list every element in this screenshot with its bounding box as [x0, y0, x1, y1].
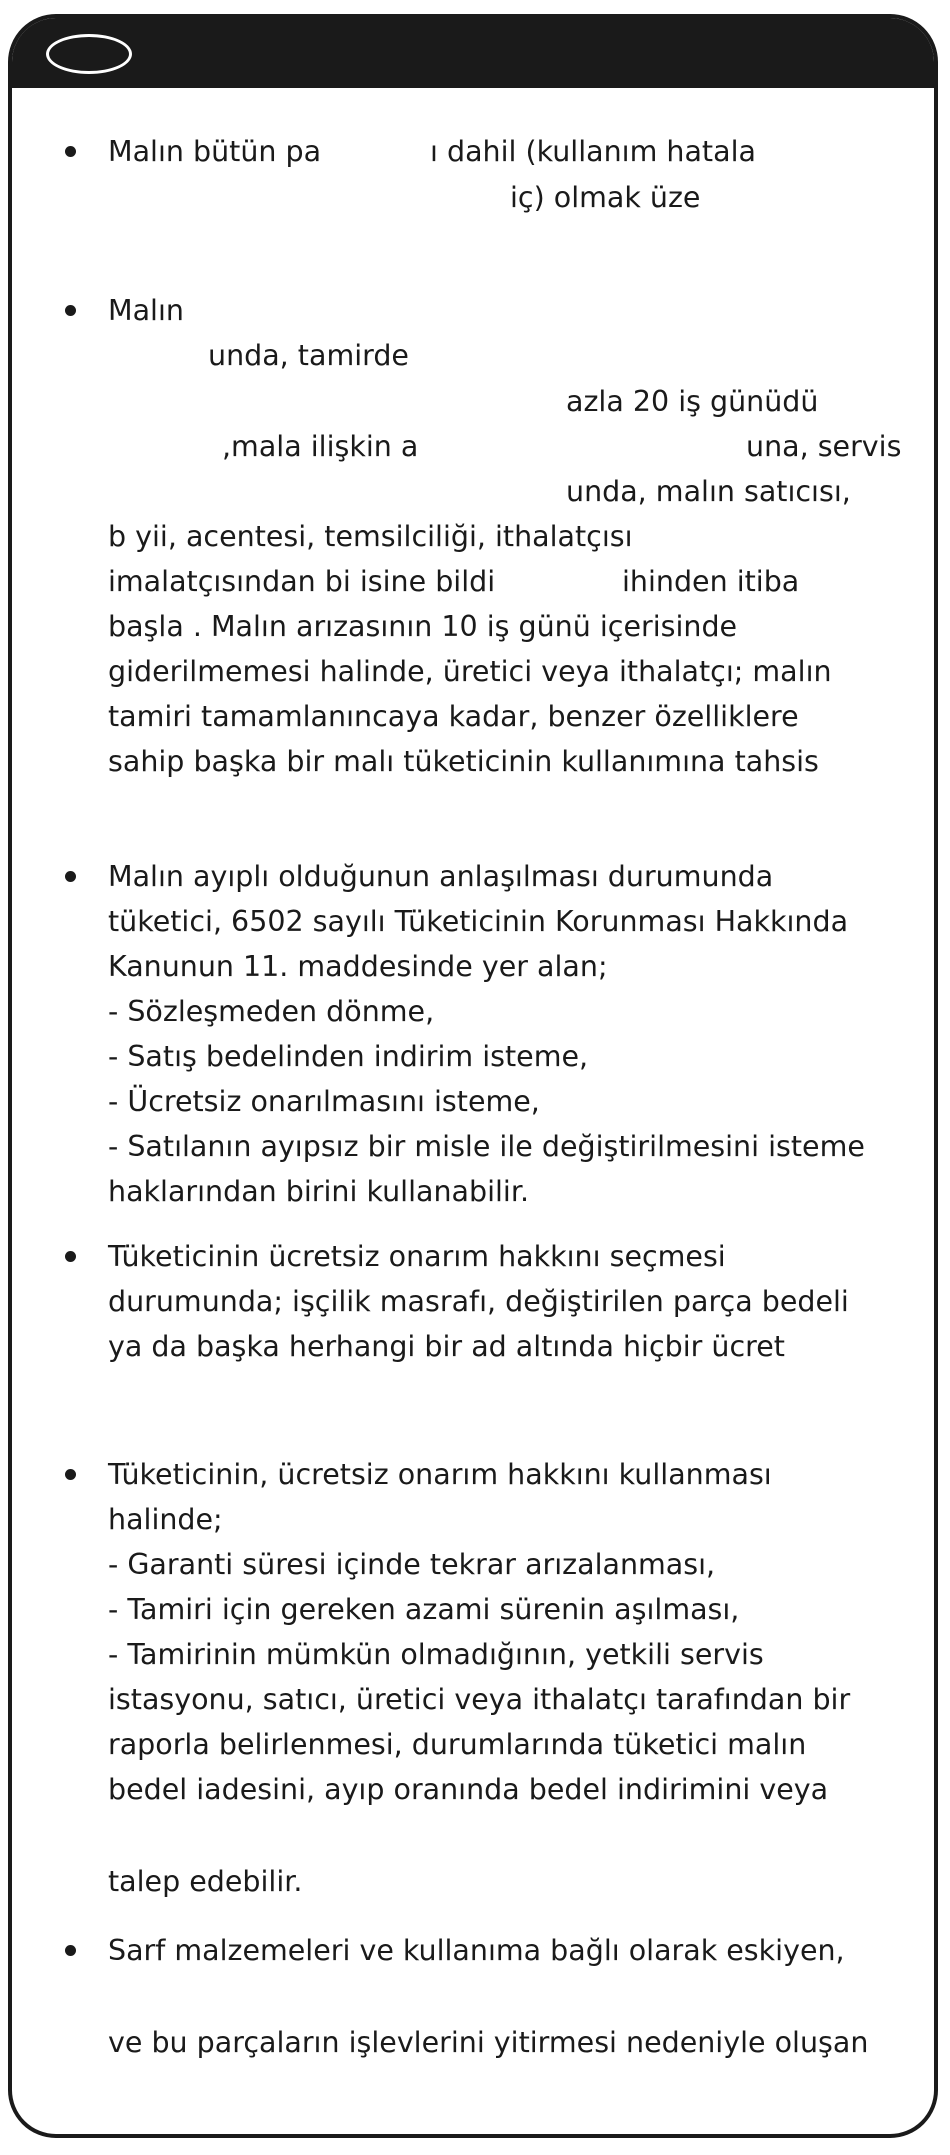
item-line: imalatçısından bi isine bildi: [108, 565, 496, 598]
item-line: durumunda; işçilik masrafı, değiştirilen parça bedeli: [108, 1285, 849, 1318]
header-badge-oval: [46, 34, 132, 74]
item-line: tamiri tamamlanıncaya kadar, benzer özelliklere: [108, 700, 799, 733]
bullet-icon: [65, 871, 76, 882]
item-line: haklarından birini kullanabilir.: [108, 1175, 530, 1208]
item-line: iç) olmak üze: [510, 181, 701, 214]
item-line: - Tamiri için gereken azami sürenin aşılması,: [108, 1593, 740, 1626]
header-bar: [12, 18, 934, 88]
warranty-card: [8, 14, 938, 2138]
item-line: Malın ayıplı olduğunun anlaşılması durumunda: [108, 860, 774, 893]
item-line: ya da başka herhangi bir ad altında hiçbir ücret: [108, 1330, 785, 1363]
item-line: unda, tamirde: [208, 339, 409, 372]
item-line: b yii, acentesi, temsilciliği, ithalatçısı: [108, 520, 633, 553]
item-line: giderilmemesi halinde, üretici veya ithalatçı; malın: [108, 655, 832, 688]
item-line: Tüketicinin ücretsiz onarım hakkını seçmesi: [108, 1240, 726, 1273]
item-line: - Tamirinin mümkün olmadığının, yetkili servis: [108, 1638, 764, 1671]
item-line: Kanunun 11. maddesinde yer alan;: [108, 950, 608, 983]
item-line: raporla belirlenmesi, durumlarında tüketici malın: [108, 1728, 807, 1761]
item-line: tüketici, 6502 sayılı Tüketicinin Korunması Hakkında: [108, 905, 849, 938]
item-line: Malın: [108, 294, 184, 327]
item-line: ı dahil (kullanım hatala: [430, 135, 756, 168]
item-line: unda, malın satıcısı,: [566, 475, 851, 508]
item-line: azla 20 iş günüdü: [566, 385, 819, 418]
item-line: Malın bütün pa: [108, 135, 322, 168]
item-line: ,mala ilişkin a: [222, 430, 419, 463]
bullet-icon: [65, 1945, 76, 1956]
item-line: talep edebilir.: [108, 1865, 303, 1898]
item-line: - Satış bedelinden indirim isteme,: [108, 1040, 589, 1073]
item-line: sahip başka bir malı tüketicinin kullanımına tahsis: [108, 745, 819, 778]
bullet-icon: [65, 1251, 76, 1262]
item-line: istasyonu, satıcı, üretici veya ithalatçı tarafından bir: [108, 1683, 851, 1716]
item-line: başla . Malın arızasının 10 iş günü içerisinde: [108, 610, 738, 643]
item-line: bedel iadesini, ayıp oranında bedel indirimini veya: [108, 1773, 829, 1806]
item-line: ve bu parçaların işlevlerini yitirmesi nedeniyle oluşan: [108, 2026, 869, 2059]
bullet-icon: [65, 1469, 76, 1480]
item-line: Tüketicinin, ücretsiz onarım hakkını kullanması: [108, 1458, 772, 1491]
item-line: una, servis: [746, 430, 902, 463]
item-line: Sarf malzemeleri ve kullanıma bağlı olarak eskiyen,: [108, 1934, 845, 1967]
item-line: - Satılanın ayıpsız bir misle ile değiştirilmesini isteme: [108, 1130, 865, 1163]
item-line: - Garanti süresi içinde tekrar arızalanması,: [108, 1548, 716, 1581]
item-line: - Ücretsiz onarılmasını isteme,: [108, 1085, 540, 1118]
item-line: ihinden itiba: [622, 565, 800, 598]
bullet-icon: [65, 305, 76, 316]
item-line: halinde;: [108, 1503, 223, 1536]
item-line: - Sözleşmeden dönme,: [108, 995, 435, 1028]
bullet-icon: [65, 146, 76, 157]
